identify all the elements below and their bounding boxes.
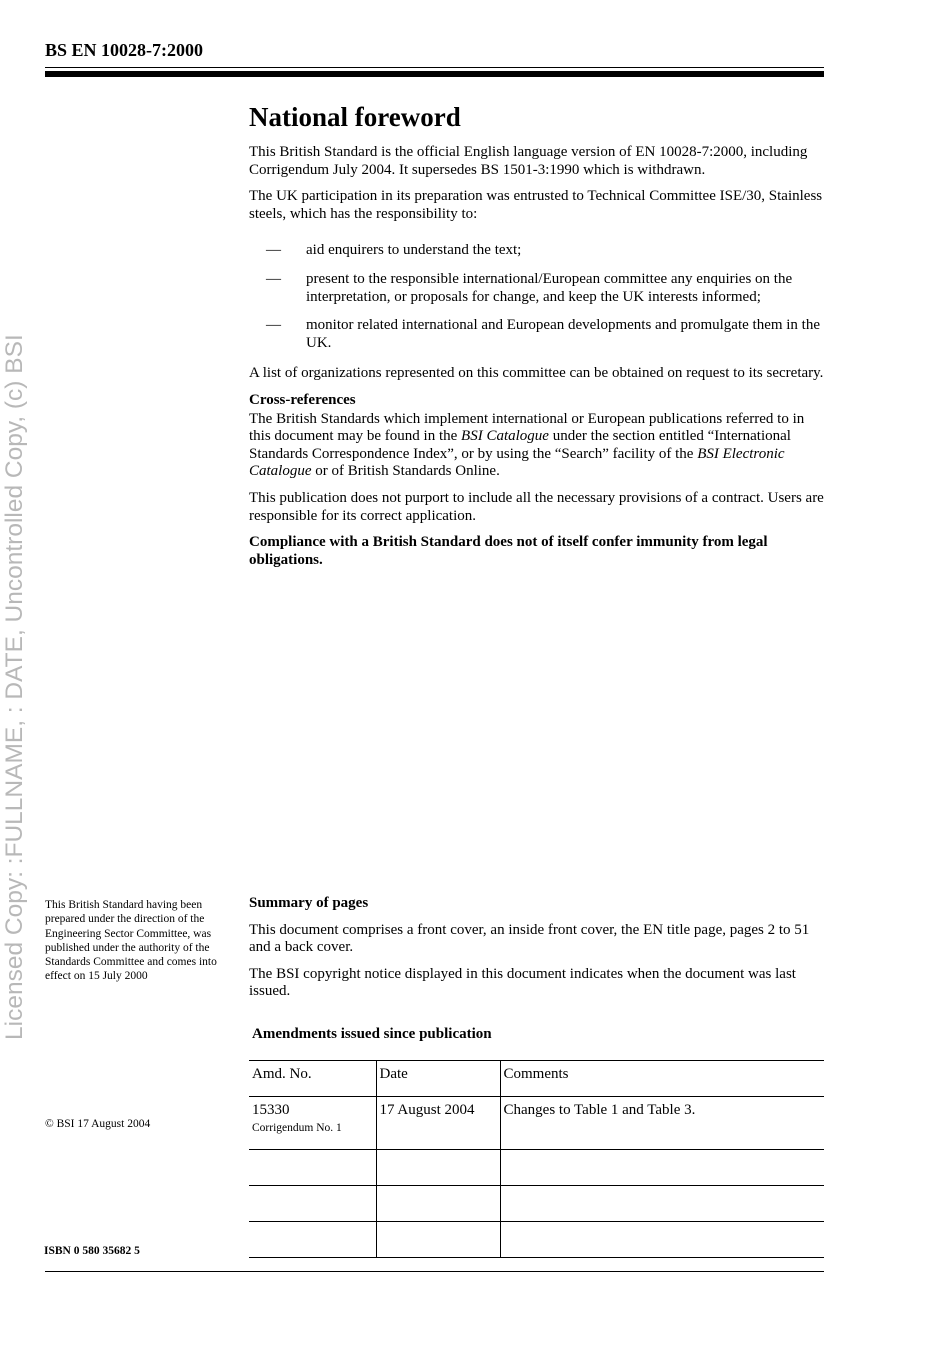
table-header-row (249, 1061, 824, 1097)
table-row (249, 1097, 824, 1150)
provisions-paragraph: This publication does not purport to include all the necessary provisions of a contract. Users are responsible for its correct application. (249, 489, 824, 524)
publication-note: This British Standard having been prepared under the direction of the Engineering Sector Committee, was published under the authority of the Standards Committee and comes into effect on 15 July 2000 (45, 899, 217, 983)
organizations-paragraph: A list of organizations represented on this committee can be obtained on request to its secretary. (249, 365, 824, 382)
table-row (249, 1150, 824, 1186)
committee-paragraph: The UK participation in its preparation was entrusted to Technical Committee ISE/30, Stainless steels, which has the responsibility to: (249, 188, 823, 222)
date-cell: 17 August 2004 (376, 1097, 500, 1150)
list-item (249, 242, 827, 260)
bsi-catalogue-title: BSI Catalogue (461, 428, 549, 445)
document-code: BS EN 10028-7:2000 (45, 40, 204, 60)
license-watermark: Licensed Copy: :FULLNAME, : DATE, Uncontrolled Copy, (c) BSI (1, 334, 28, 1040)
summary-paragraph: This document comprises a front cover, an inside front cover, the EN title page, pages 2 to 51 and a back cover. (249, 921, 810, 956)
page-title: National foreword (249, 102, 461, 132)
table-row (249, 1222, 824, 1258)
summary-of-pages (249, 895, 827, 1010)
footer-rule (45, 1271, 824, 1272)
dash-mark: — (266, 270, 281, 287)
amd-note: Corrigendum No. 1 (252, 1122, 342, 1134)
bsi-electronic-catalogue-title: BSI Electronic Catalogue (249, 445, 785, 480)
header-rule-thin (45, 67, 824, 68)
responsibility-list (249, 242, 827, 352)
column-header: Date (376, 1061, 500, 1097)
empty-cell (500, 1150, 824, 1186)
empty-cell (500, 1222, 824, 1258)
empty-cell (249, 1150, 376, 1186)
column-header: Comments (500, 1061, 824, 1097)
comments-cell: Changes to Table 1 and Table 3. (500, 1097, 824, 1150)
column-header: Amd. No. (249, 1061, 376, 1097)
amendments-table (249, 1060, 824, 1258)
isbn: ISBN 0 580 35682 5 (44, 1245, 140, 1257)
empty-cell (376, 1150, 500, 1186)
text-run: The British Standards which implement international or European publications referred to in this document may be found in the (249, 410, 805, 445)
list-item (249, 317, 827, 352)
table-row (249, 1186, 824, 1222)
list-item-text: monitor related international and European developments and promulgate them in the UK. (306, 317, 821, 351)
cross-references-heading: Cross-references (249, 391, 356, 408)
empty-cell (376, 1222, 500, 1258)
amd-no-cell (249, 1097, 376, 1150)
summary-heading: Summary of pages (249, 895, 369, 911)
cross-references-paragraph (249, 411, 827, 481)
dash-mark: — (266, 242, 281, 259)
list-item (249, 271, 827, 306)
national-foreword (249, 100, 827, 578)
dash-mark: — (266, 317, 281, 334)
empty-cell (249, 1222, 376, 1258)
amd-no: 15330 (252, 1102, 290, 1118)
header-rule-thick (45, 71, 824, 77)
text-run: or of British Standards Online. (311, 463, 500, 480)
amendments-title: Amendments issued since publication (252, 1026, 492, 1042)
intro-paragraph: This British Standard is the official English language version of EN 10028-7:2000, including Corrigendum July 2004. It supersedes BS 1501-3:1990 which is withdrawn. (249, 144, 808, 178)
copyright-notice: © BSI 17 August 2004 (45, 1118, 151, 1130)
copyright-paragraph: The BSI copyright notice displayed in this document indicates when the document was last issued. (249, 965, 796, 1000)
empty-cell (249, 1186, 376, 1222)
list-item-text: aid enquirers to understand the text; (306, 242, 522, 259)
empty-cell (500, 1186, 824, 1222)
compliance-statement: Compliance with a British Standard does not of itself confer immunity from legal obligations. (249, 534, 768, 568)
empty-cell (376, 1186, 500, 1222)
text-run: under the section entitled “International Standards Correspondence Index”, or by using the “Search” facility of the (249, 428, 791, 462)
list-item-text: present to the responsible international/European committee any enquiries on the interpretation, or proposals for change, and keep the UK interests informed; (306, 270, 793, 305)
